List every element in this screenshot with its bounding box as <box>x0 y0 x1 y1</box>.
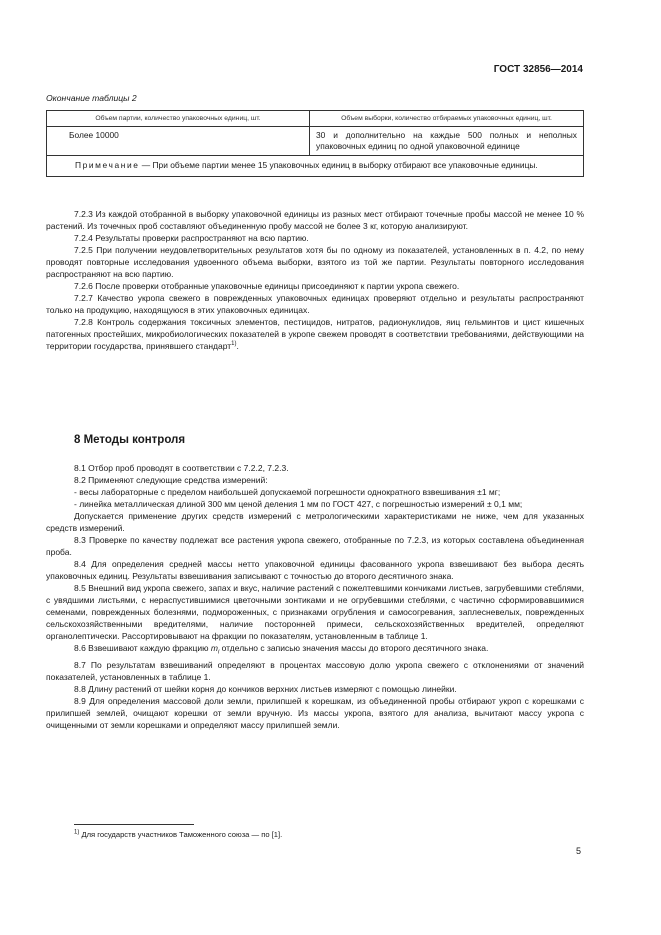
paragraph-8-2: 8.2 Применяют следующие средства измерений: <box>74 475 268 485</box>
table-caption: Окончание таблицы 2 <box>46 93 137 103</box>
paragraph-8-7: 8.7 По результатам взвешиваний определяют в процентах массовую долю укропа свежего с отклонениями от значений показателей, установленных в таблице 1. <box>46 659 584 682</box>
footnote-divider <box>74 824 194 825</box>
paragraph-7-2-7: 7.2.7 Качество укропа свежего в поврежденных упаковочных единицах проверяют отдельно и результаты распространяют только на продукцию, находящуюся в этих упаковочных единицах. <box>46 293 584 315</box>
note-text: — При объеме партии менее 15 упаковочных единиц в выборку отбирают все упаковочные единицы. <box>139 160 538 171</box>
paragraph-8-6-start: 8.6 Взвешивают каждую фракцию <box>74 643 211 653</box>
footnote-text: Для государств участников Таможенного союза — по [1]. <box>79 830 283 839</box>
table-note <box>47 156 584 177</box>
page-number: 5 <box>575 846 581 856</box>
list-item-scales: - весы лабораторные с пределом наибольшей допускаемой погрешности однократного взвешивания ±1 мг; <box>74 487 501 497</box>
paragraph-7-2-8-text: 7.2.8 Контроль содержания токсичных элементов, пестицидов, нитратов, радионуклидов, яиц гельминтов и цист кишечных патогенных простейших, микробиологических показателей в укропе свежем проводят в соответствии требованиями, действующими на территории государства, принявшего стандарт <box>46 317 584 351</box>
section-8-text <box>46 462 584 731</box>
paragraph-8-9: 8.9 Для определения массовой доли земли, прилипшей к корешкам, из объединенной пробы отбирают укроп с корешками с прилипшей землей, очищают корешки от земли вручную. Из массы укропа, взятого для анализа, вычитают массу укропа с очищенными от земли корешками и определяют массу прилипшей земли. <box>46 695 584 730</box>
paragraph-8-6 <box>46 642 584 659</box>
table-header-row <box>47 111 584 127</box>
cell-lot-size: Более 10000 <box>47 127 310 156</box>
footnote-mark: 1) <box>74 829 80 836</box>
paragraph-7-2-8-end: . <box>236 341 239 351</box>
paragraph-7-2-4: 7.2.4 Результаты проверки распространяют на всю партию. <box>74 233 309 243</box>
column-header-lot-size: Объем партии, количество упаковочных единиц, шт. <box>47 111 310 127</box>
paragraph-8-6-end: отдельно с записью значения массы до второго десятичного знака. <box>219 643 489 653</box>
section-7-text <box>46 208 584 352</box>
paragraph-7-2-3: 7.2.3 Из каждой отобранной в выборку упаковочной единицы из разных мест отбирают точечные пробы массой не менее 10 % растений. Из точечных проб составляют объединенную пробу массой не более 3 кг, которую анализируют. <box>46 209 584 231</box>
paragraph-8-1: 8.1 Отбор проб проводят в соответствии с 7.2.2, 7.2.3. <box>74 463 289 473</box>
cell-sample-size: 30 и дополнительно на каждые 500 полных и неполных упаковочных единиц по одной упаковочной единице <box>310 127 584 156</box>
table-note-row <box>47 156 584 177</box>
note-label: Примечание <box>75 160 140 171</box>
paragraph-8-4: 8.4 Для определения средней массы нетто упаковочной единицы фасованного укропа взвешивают без выбора десять упаковочных единиц. Результаты взвешивания записывают с точностью до второго десятичного знака. <box>46 559 584 581</box>
list-item-ruler: - линейка металлическая длиной 300 мм ценой деления 1 мм по ГОСТ 427, с погрешностью измерений ± 0,1 мм; <box>74 499 523 509</box>
footnote-ref: 1) <box>231 341 237 348</box>
paragraph-8-2-allowance: Допускается применение других средств измерений с метрологическими характеристиками не ниже, чем для указанных средств измерений. <box>46 511 584 533</box>
paragraph-7-2-8 <box>46 316 584 352</box>
paragraph-7-2-5: 7.2.5 При получении неудовлетворительных результатов хотя бы по одному из показателей, установленных в п. 4.2, по нему проводят повторные исследования удвоенного объема выборки, взятого из той же партии. Результаты повторного исследования распространяют на всю партию. <box>46 245 584 279</box>
standard-number: ГОСТ 32856—2014 <box>493 64 583 75</box>
mass-index: i <box>217 649 220 656</box>
mass-symbol: m <box>210 643 218 653</box>
footnote <box>74 830 282 839</box>
column-header-sample-size: Объем выборки, количество отбираемых упаковочных единиц, шт. <box>310 111 584 127</box>
section-8-title: 8 Методы контроля <box>74 434 186 446</box>
paragraph-7-2-6: 7.2.6 После проверки отобранные упаковочные единицы присоединяют к партии укропа свежего. <box>74 281 460 291</box>
paragraph-8-3: 8.3 Проверке по качеству подлежат все растения укропа свежего, отобранные по 7.2.3, из которых составлена объединенная проба. <box>46 535 584 557</box>
table-2 <box>46 110 584 177</box>
table-row <box>47 127 584 156</box>
paragraph-8-8: 8.8 Длину растений от шейки корня до кончиков верхних листьев измеряют с помощью линейки. <box>74 683 457 694</box>
paragraph-8-5: 8.5 Внешний вид укропа свежего, запах и вкус, наличие растений с пожелтевшими кончиками листьев, загрубевшими стеблями, с увядшими листьями, с нераспустившимися цветочными зонтиками и не огрубевшими стеблями, с частично сформировавшимися семенами, поврежденных болезнями, подмороженных, с признаками огрубления и самосогревания, заплесневелых, поврежденных сельскохозяйственными вредителями, наличие посторонней примеси, сельскохозяйственных вредителей, определяют органолептически. Рассортировывают на фракции по показателям, установленным в таблице 1. <box>46 583 584 641</box>
